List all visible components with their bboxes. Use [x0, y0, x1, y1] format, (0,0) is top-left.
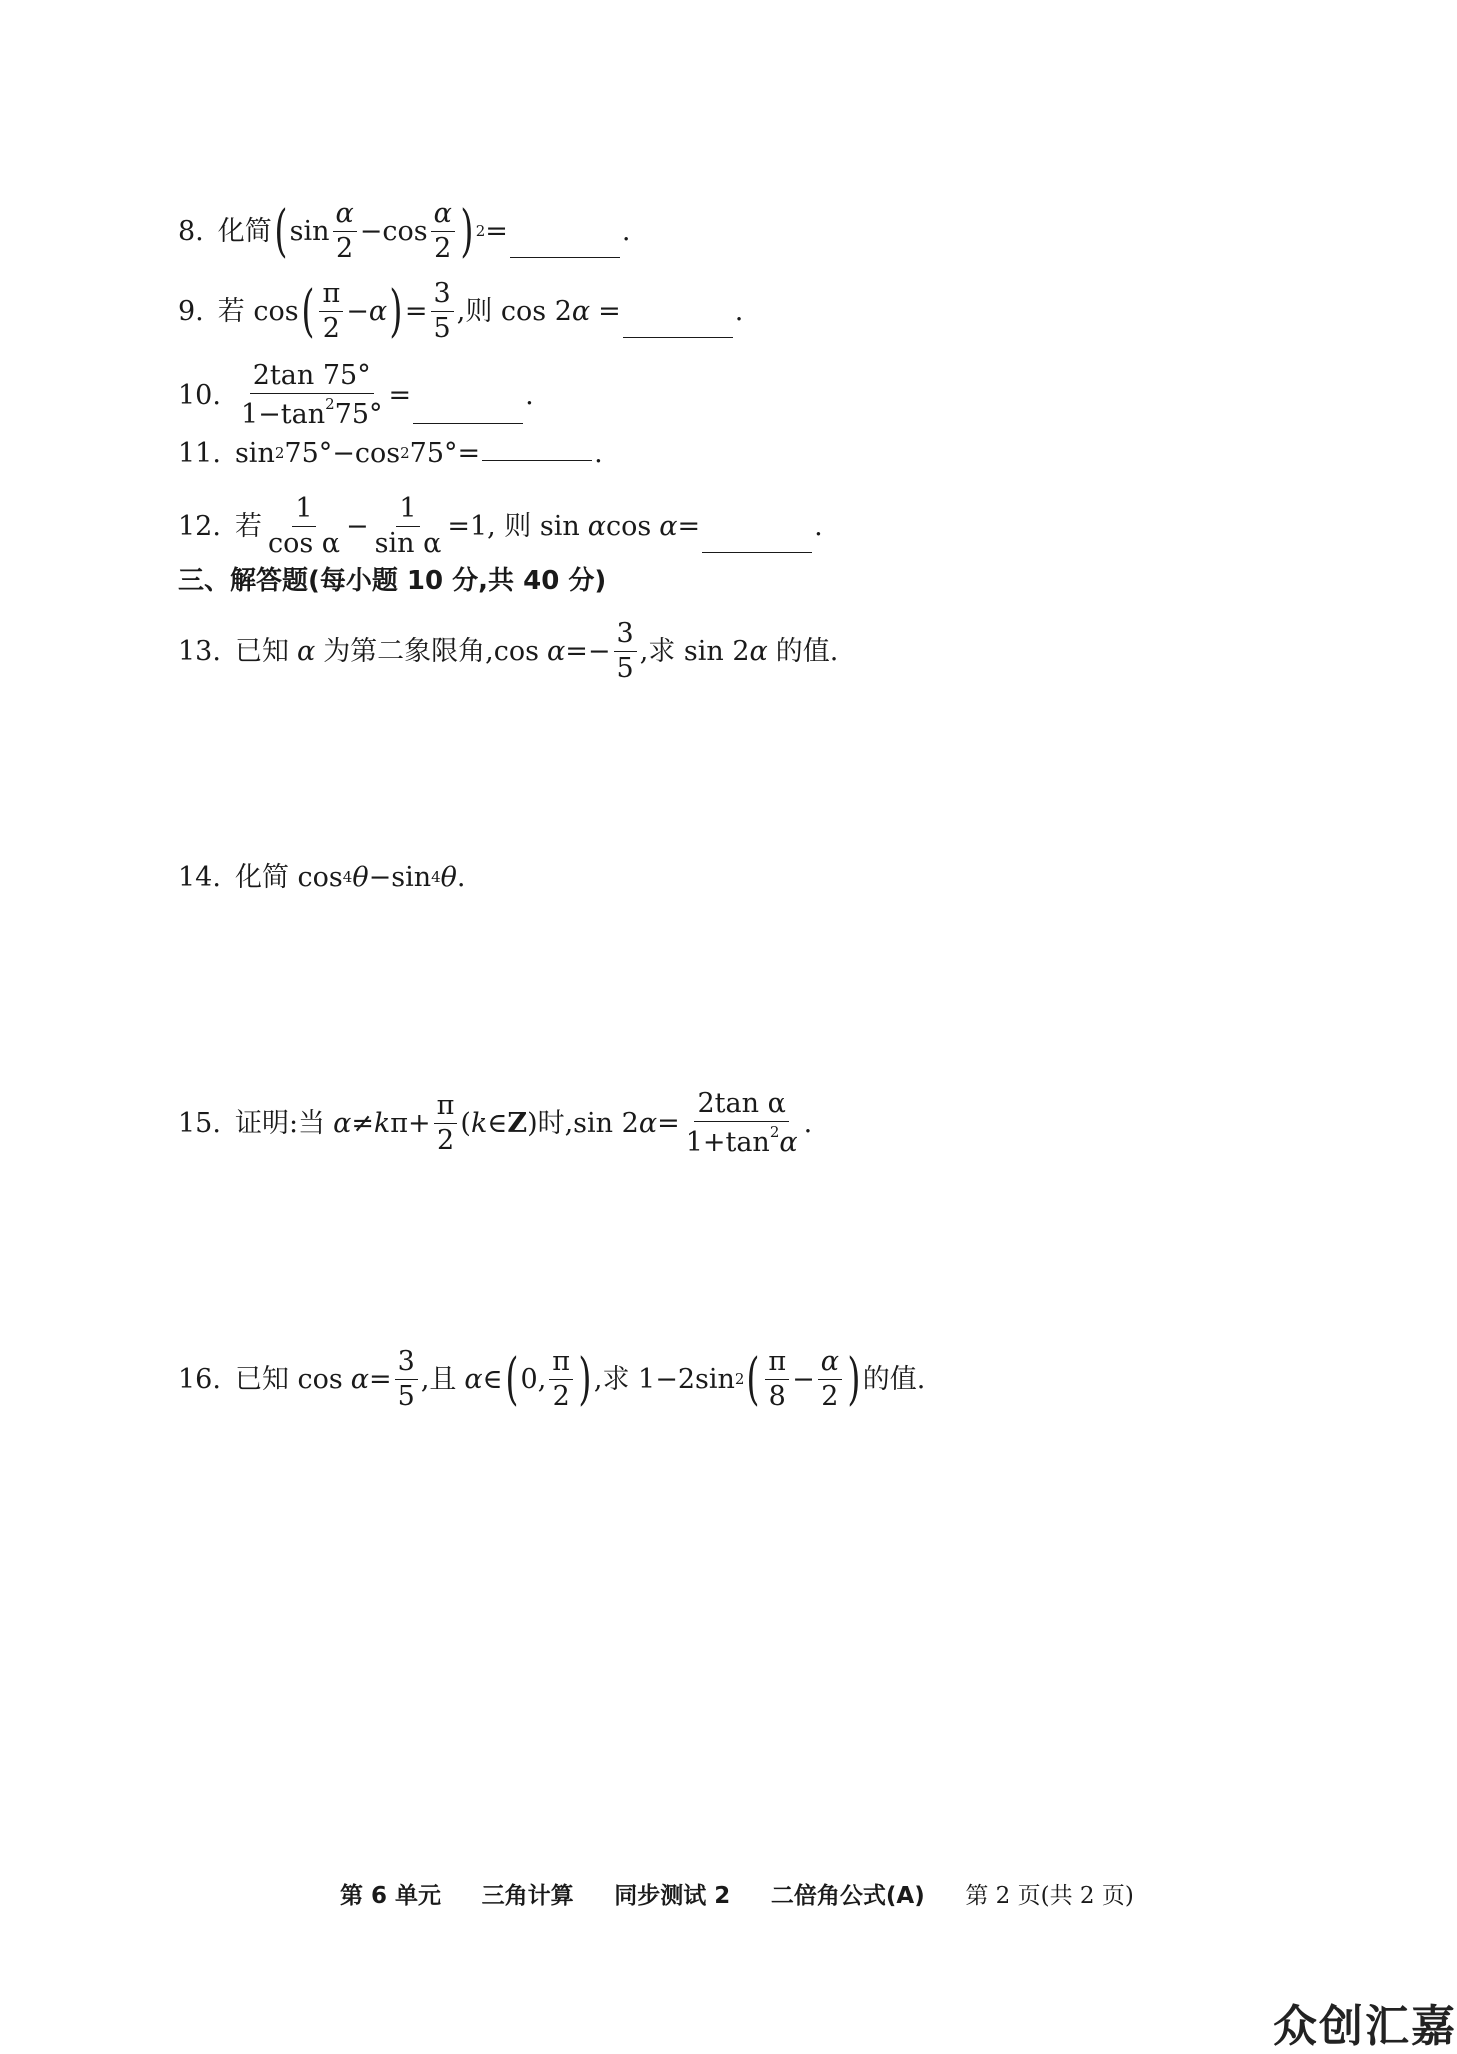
fraction-tan	[238, 362, 386, 430]
period: .	[814, 511, 823, 543]
denominator: 8	[768, 1381, 786, 1413]
theta-symbol: θ	[440, 862, 457, 893]
numerator: π	[434, 1092, 458, 1124]
denominator-text: 75°	[334, 399, 383, 431]
fraction-pi-over-8	[765, 1348, 789, 1412]
question-text: ,求 1−2sin	[593, 1364, 735, 1396]
exponent: 2	[325, 395, 335, 414]
minus-sign: −	[792, 1364, 815, 1396]
fraction-3-over-5	[431, 280, 454, 344]
question-text: 已知 cos	[234, 1364, 343, 1396]
denominator	[238, 394, 386, 429]
question-text: 75°−cos	[284, 438, 401, 469]
period: .	[621, 216, 631, 248]
denominator: sin α	[374, 528, 442, 560]
alpha-symbol: α	[749, 636, 768, 668]
denominator-text: 1−tan	[240, 399, 326, 431]
equals-sign: =	[485, 216, 508, 248]
k-symbol: k	[373, 1108, 391, 1140]
answer-blank	[702, 551, 812, 553]
question-text: )时,sin 2	[527, 1108, 639, 1140]
question-8	[178, 200, 630, 264]
question-11	[178, 440, 603, 467]
fraction-1-over-sin	[372, 495, 445, 559]
numerator: 3	[395, 1348, 418, 1380]
footer-title: 二倍角公式(A)	[770, 1883, 925, 1909]
numerator: 1	[396, 495, 419, 527]
question-16	[178, 1348, 925, 1412]
period: .	[734, 296, 744, 328]
fraction-tan-identity	[683, 1090, 801, 1158]
alpha-symbol: α	[571, 296, 591, 328]
integer-set-symbol: Z	[507, 1108, 528, 1140]
paren-close: )	[389, 278, 403, 344]
alpha-symbol: α	[587, 511, 607, 543]
alpha-symbol: α	[547, 636, 566, 668]
denominator: 5	[616, 653, 634, 685]
denominator: 2	[336, 233, 354, 265]
alpha-symbol: α	[333, 1108, 352, 1140]
equals-sign: =	[369, 1364, 392, 1396]
question-text: 若	[234, 511, 262, 543]
denominator: 2	[434, 233, 452, 265]
answer-blank	[510, 256, 620, 258]
footer-page-number: 第 2 页(共 2 页)	[965, 1883, 1134, 1909]
question-text: 的值.	[775, 636, 839, 668]
period: .	[525, 380, 534, 412]
numerator: π	[765, 1348, 789, 1380]
question-number: 15.	[178, 1108, 221, 1140]
denominator: 2	[821, 1381, 839, 1413]
question-10	[178, 362, 534, 430]
question-text: π+	[390, 1108, 431, 1140]
exponent: 2	[769, 1123, 780, 1142]
period: .	[803, 1108, 813, 1140]
footer-topic: 三角计算	[481, 1883, 574, 1909]
question-text: (	[460, 1108, 471, 1140]
question-text: 若 cos	[217, 296, 299, 328]
answer-blank	[413, 422, 523, 424]
fraction-3-over-5	[614, 620, 637, 684]
question-number: 11.	[178, 438, 221, 469]
numerator: α	[333, 200, 357, 232]
question-number: 12.	[178, 511, 221, 543]
paren-close: )	[578, 1346, 592, 1412]
denominator: 2	[436, 1125, 455, 1157]
alpha-symbol: α	[659, 511, 678, 543]
equals-sign: =	[657, 1108, 680, 1140]
minus-sign: −	[359, 216, 383, 248]
footer-unit: 第 6 单元	[340, 1883, 442, 1909]
question-number: 14.	[178, 862, 221, 893]
numerator: α	[818, 1348, 842, 1380]
paren-close: )	[847, 1346, 861, 1412]
numerator: 1	[292, 495, 315, 527]
watermark-logo: 众创汇嘉	[1273, 2001, 1457, 2052]
question-text: −sin	[368, 862, 432, 893]
fraction-alpha-over-2	[431, 200, 455, 264]
paren-open: (	[274, 198, 288, 264]
numerator: 2tan α	[694, 1090, 788, 1122]
fraction-pi-over-2	[319, 280, 343, 344]
numerator: 2tan 75°	[250, 362, 374, 394]
exponent: 4	[342, 868, 353, 886]
denominator	[683, 1122, 801, 1157]
question-number: 16.	[178, 1364, 221, 1396]
alpha-symbol: α	[368, 296, 388, 328]
question-text: 已知	[234, 636, 289, 668]
exponent: 2	[475, 222, 486, 241]
question-14	[178, 864, 466, 891]
footer-test: 同步测试 2	[614, 1883, 731, 1909]
fraction-pi-over-2	[434, 1092, 458, 1156]
fraction-alpha-over-2	[333, 200, 357, 264]
fraction-alpha-over-2	[818, 1348, 842, 1412]
question-text: ,求 sin 2	[639, 636, 750, 668]
question-15	[178, 1090, 812, 1158]
k-symbol: k	[470, 1108, 488, 1140]
answer-blank	[623, 336, 733, 338]
numerator: π	[319, 280, 343, 312]
question-text: 化简	[217, 216, 272, 248]
alpha-symbol: α	[350, 1364, 370, 1396]
denominator: 5	[433, 313, 451, 345]
alpha-symbol: α	[464, 1364, 483, 1396]
question-9	[178, 280, 743, 344]
equals-sign: =	[404, 296, 428, 328]
question-text: ,且	[420, 1364, 457, 1396]
denominator: 2	[322, 313, 340, 345]
paren-open: (	[505, 1346, 519, 1412]
question-text: ,则 cos 2	[456, 296, 572, 328]
question-text: =1, 则 sin	[447, 511, 580, 543]
fraction-1-over-cos	[265, 495, 343, 559]
question-text: 证明:当	[234, 1108, 326, 1140]
section-heading: 三、解答题(每小题 10 分,共 40 分)	[178, 566, 607, 596]
question-text: 化简 cos	[234, 862, 343, 893]
fraction-pi-over-2	[549, 1348, 573, 1412]
denominator-text: 1+tan	[685, 1127, 770, 1159]
exponent: 4	[431, 868, 441, 886]
paren-close: )	[460, 198, 474, 264]
question-number: 13.	[178, 636, 221, 668]
exponent: 2	[734, 1370, 745, 1389]
exponent: 2	[400, 444, 410, 462]
period: .	[594, 438, 603, 469]
question-text: 为第二象限角,cos	[323, 636, 540, 668]
equals-sign: =	[598, 296, 621, 328]
minus-sign: −	[346, 511, 369, 543]
paren-open: (	[300, 278, 315, 344]
numerator: π	[549, 1348, 573, 1380]
question-text: =−	[565, 636, 611, 668]
cos-text: cos	[382, 216, 428, 248]
numerator: α	[431, 200, 455, 232]
cos-text: cos	[606, 511, 652, 543]
question-13	[178, 620, 838, 684]
alpha-symbol: α	[638, 1108, 658, 1140]
exponent: 2	[274, 444, 285, 462]
fraction-3-over-5	[395, 1348, 418, 1412]
question-text: 75°=	[409, 438, 481, 469]
denominator: 2	[552, 1381, 570, 1413]
answer-blank	[482, 459, 592, 461]
alpha-symbol: α	[296, 636, 316, 668]
question-text: sin	[234, 438, 275, 469]
question-number: 8.	[178, 216, 204, 248]
theta-symbol: θ	[352, 862, 369, 893]
question-number: 9.	[178, 296, 204, 328]
numerator: 3	[614, 620, 637, 652]
sin-text: sin	[289, 216, 330, 248]
denominator: 5	[397, 1381, 415, 1413]
interval-start: 0,	[520, 1364, 547, 1396]
equals-sign: =	[388, 380, 412, 412]
numerator: 3	[431, 280, 454, 312]
equals-sign: =	[677, 511, 701, 543]
minus-sign: −	[346, 296, 369, 328]
paren-open: (	[746, 1346, 760, 1412]
period: .	[456, 862, 466, 893]
question-text: 的值.	[862, 1364, 926, 1396]
denominator-text: α	[779, 1127, 798, 1159]
neq-sign: ≠	[351, 1108, 374, 1140]
denominator: cos α	[267, 528, 341, 560]
element-of-sign: ∈	[482, 1364, 503, 1396]
page-footer	[340, 1877, 1134, 1910]
question-12	[178, 495, 823, 559]
question-number: 10.	[178, 380, 221, 412]
element-of-sign: ∈	[487, 1108, 508, 1140]
